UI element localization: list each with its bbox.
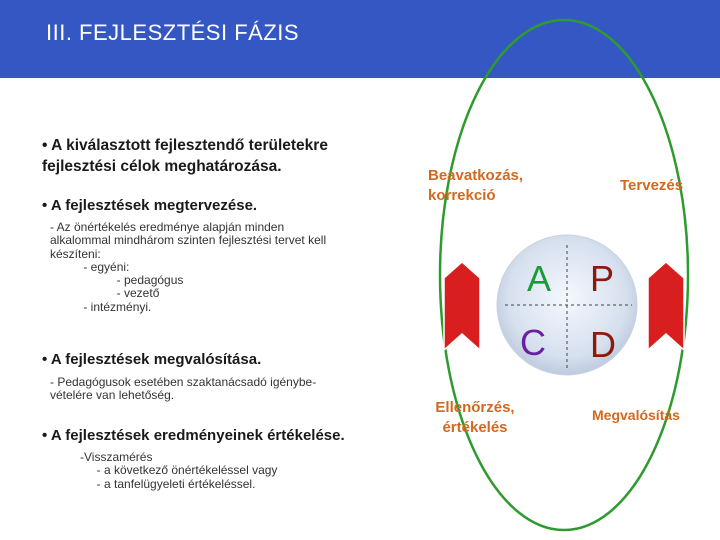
planning-line: - Az önértékelés eredménye alapján minden (50, 220, 285, 234)
planning-line: készíteni: (50, 246, 101, 261)
bullet-goals: • A kiválasztott fejlesztendő területekre fejlesztési célok meghatározása. (42, 137, 328, 175)
planning-line: alkalommal mindhárom szinten fejlesztési tervet kell (50, 233, 327, 248)
evaluation-line: - a következő önértékeléssel vagy (80, 463, 278, 478)
letter-act: A (527, 258, 552, 299)
label-line: Beavatkozás, (428, 167, 524, 184)
letter-do: D (590, 324, 616, 365)
label-line: Ellenőrzés, (435, 399, 515, 416)
right-arrow (648, 262, 684, 350)
label-line: korrekció (428, 187, 496, 204)
bullet-planning: • A fejlesztések megtervezése. (42, 197, 258, 214)
label-implementation: Megvalósítás (592, 407, 680, 423)
label-check-evaluation (420, 398, 530, 438)
planning-line: - pedagógus (50, 273, 184, 288)
implementation-line: vételére van lehetőség. (50, 388, 175, 403)
implementation-line: - Pedagógusok esetében szaktanácsadó igénybe- (50, 375, 317, 389)
planning-line: - egyéni: (50, 259, 130, 274)
letter-check: C (520, 322, 546, 363)
evaluation-line: -Visszamérés (80, 450, 153, 464)
label-planning: Tervezés (620, 177, 684, 194)
letter-plan: P (590, 258, 615, 299)
planning-line: - vezető (50, 286, 160, 301)
page-title: III. FEJLESZTÉSI FÁZIS (46, 20, 300, 45)
evaluation-line: - a tanfelügyeleti értékeléssel. (80, 476, 256, 491)
bullet-implementation: • A fejlesztések megvalósítása. (42, 351, 262, 368)
label-line: értékelés (442, 419, 508, 436)
left-arrow (444, 262, 480, 350)
planning-line: - intézményi. (50, 299, 152, 314)
label-action-correction (428, 166, 523, 206)
bullet-evaluation: • A fejlesztések eredményeinek értékelése. (42, 427, 345, 444)
